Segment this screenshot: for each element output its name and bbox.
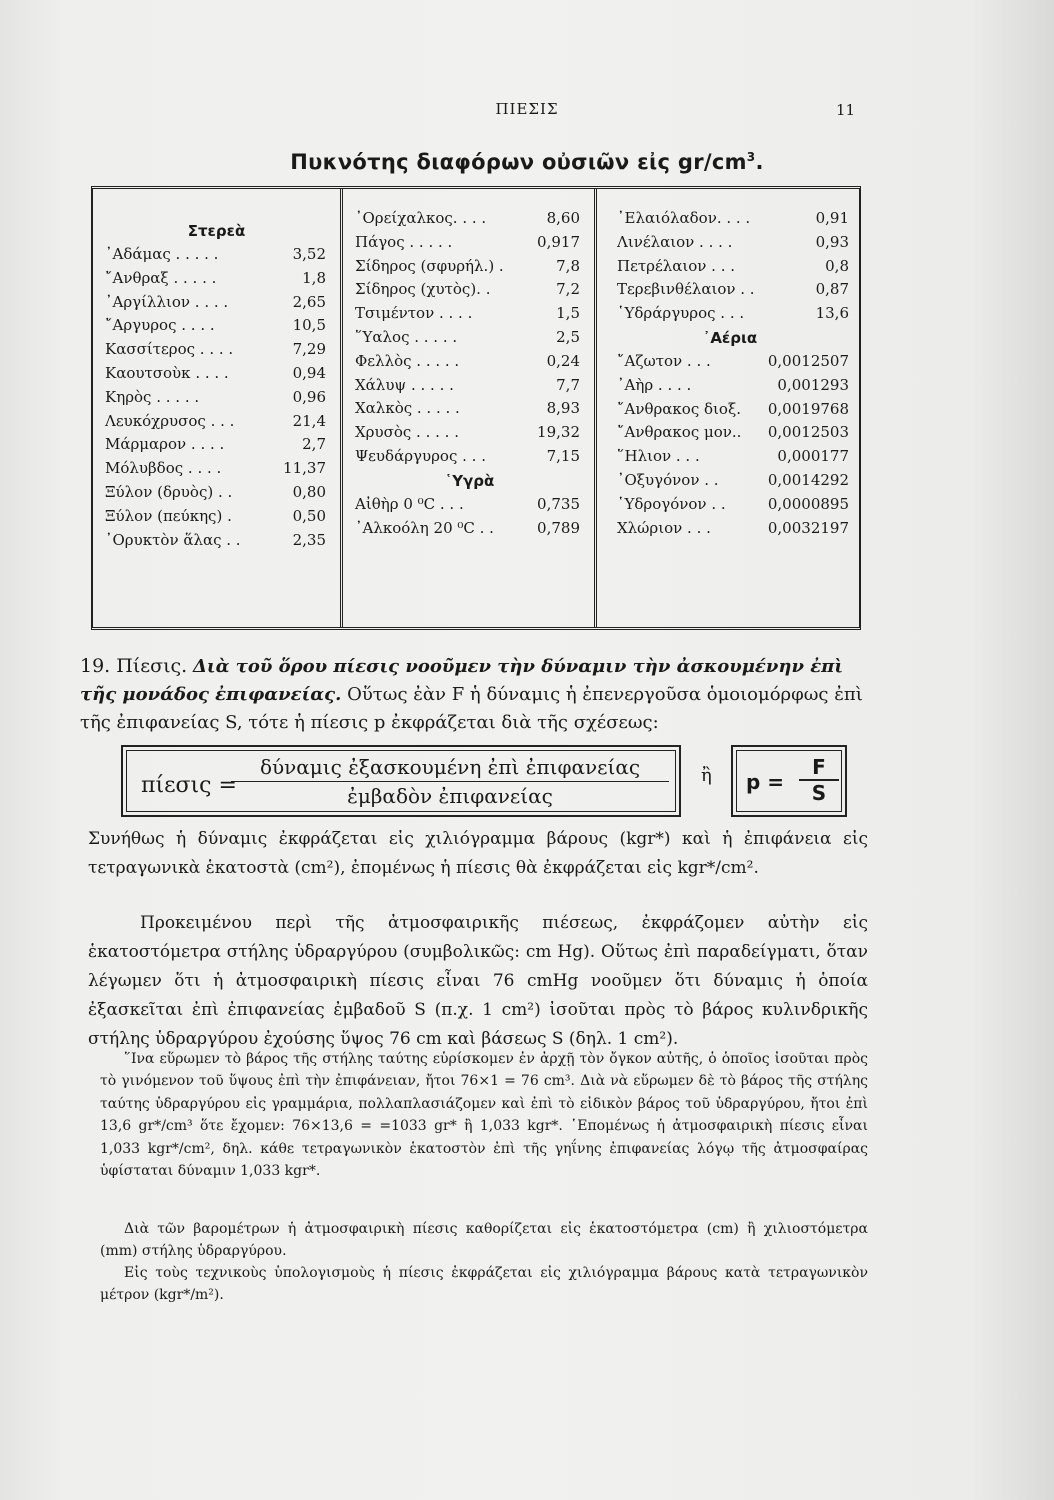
solid-row — [345, 207, 594, 231]
substance-name: Κηρὸς . . . . . — [105, 387, 200, 406]
density-value: 0,789 — [537, 518, 580, 537]
density-value: 7,7 — [556, 375, 580, 394]
solid-row — [93, 505, 340, 529]
density-value: 0,87 — [815, 280, 849, 299]
density-table — [91, 186, 861, 630]
substance-name: ῎Ανθραξ . . . . . — [105, 268, 217, 287]
solid-row — [345, 374, 594, 398]
liquid-row — [599, 278, 861, 302]
substance-name: Χάλυψ . . . . . — [355, 375, 454, 394]
density-value: 0,917 — [537, 232, 580, 251]
formula-box-words — [121, 745, 681, 817]
substance-name: ᾿Αλκοόλη 20 ⁰C . . — [355, 518, 494, 537]
group-heading-gases: ᾿Αέρια — [702, 328, 758, 347]
solid-row — [345, 231, 594, 255]
solid-row — [93, 338, 340, 362]
density-value: 19,32 — [537, 423, 580, 442]
density-value: 13,6 — [815, 304, 849, 323]
density-value: 0,8 — [825, 256, 849, 275]
liquid-row — [345, 493, 594, 517]
gas-row — [599, 445, 861, 469]
running-head: ΠΙΕΣΙΣ — [495, 100, 559, 118]
paragraph-column-weight: ῞Ινα εὕρωμεν τὸ βάρος τῆς στήλης ταύτης εὑρίσκομεν ἐν ἀρχῇ τὸν ὄγκον αὐτῆς, ὁ ὁποῖος ἰσοῦται πρὸς τὸ γινόμενον τοῦ ὕψους ἐπὶ τὴν ἐπιφάνειαν, ἤτοι 76×1 = 76 cm³. Διὰ νὰ εὕρωμεν δὲ τὸ βάρος τῆς στήλης ταύτης ὑδραργύρου εἰς γραμμάρια, πολλαπλασιάζομεν καὶ ἐπὶ τὸ εἰδικὸν βάρος τοῦ ὑδραργύρου, ἤτοι ἐπὶ 13,6 gr*/cm³ ὅτε ἔχομεν: 76×13,6 = =1033 gr* ἢ 1,033 kgr*. ῾Επομένως ἡ ἀτμοσφαιρικὴ πίεσις εἶναι 1,033 kgr*/cm², δηλ. κάθε τετραγωνικὸν ἑκατοστὸν ἐπὶ τῆς γηΐνης ἐπιφανείας λόγῳ τῆς ἀτμοσφαίρας ὑφίσταται δύναμιν 1,033 kgr*. — [100, 1051, 868, 1180]
solid-row — [93, 481, 340, 505]
solid-row — [345, 255, 594, 279]
density-value: 7,8 — [556, 256, 580, 275]
formula-symbol-lhs: p = — [746, 770, 785, 794]
solid-row — [345, 278, 594, 302]
substance-name: ᾿Ορείχαλκος. . . . — [355, 209, 487, 227]
solid-row — [93, 433, 340, 457]
liquid-row — [599, 302, 861, 326]
density-value: 0,24 — [546, 351, 580, 370]
density-value: 2,7 — [302, 435, 326, 454]
density-value: 0,96 — [292, 387, 326, 406]
substance-name: ῾Υδρογόνον . . — [617, 494, 726, 513]
density-value: 1,8 — [302, 268, 326, 287]
formula-or: ἢ — [701, 765, 712, 786]
section-definition: Διὰ τοῦ ὅρου πίεσις νοοῦμεν τὴν δύναμιν τὴν ἀσκουμένην ἐπὶ τῆς μονάδος ἐπιφανείας. — [80, 656, 844, 705]
substance-name: ᾿Οξυγόνον . . — [617, 470, 719, 489]
substance-name: Τσιμέντον . . . . — [355, 304, 473, 323]
formula-denominator: ἐμβαδὸν ἐπιφανείας — [347, 784, 553, 808]
paragraph-units: Συνήθως ἡ δύναμις ἐκφράζεται εἰς χιλιόγραμμα βάρους (kgr*) καὶ ἡ ἐπιφάνεια εἰς τετραγωνικὰ ἑκατοστὰ (cm²), ἐπομένως ἡ πίεσις θὰ ἐκφράζεται εἰς kgr*/cm². — [88, 829, 868, 878]
formula-inner-border-2 — [736, 750, 842, 812]
gas-row — [599, 374, 861, 398]
solid-row — [93, 314, 340, 338]
density-value: 8,93 — [546, 399, 580, 418]
page-number: 11 — [836, 101, 856, 119]
paragraph-technical: Εἰς τοὺς τεχνικοὺς ὑπολογισμοὺς ἡ πίεσις ἐκφράζεται εἰς χιλιόγραμμα βάρους κατὰ τετραγωνικὸν μέτρον (kgr*/m²). — [100, 1265, 868, 1304]
solid-row — [93, 457, 340, 481]
density-value: 0,0012507 — [767, 351, 849, 370]
right-rows — [599, 207, 861, 326]
gas-row — [599, 469, 861, 493]
density-value: 2,65 — [292, 292, 326, 311]
solid-row — [345, 421, 594, 445]
substance-name: Μόλυβδος . . . . — [105, 459, 222, 478]
density-value: 11,37 — [283, 459, 326, 478]
middle-rows — [345, 207, 594, 469]
section-definition-rest: Οὕτως ἐὰν F ἡ δύναμις ἡ ἐπενεργοῦσα ὁμοιομόρφως ἐπὶ τῆς ἐπιφανείας S, τότε ἡ πίεσις p ἐκφράζεται διὰ τῆς σχέσεως: — [80, 684, 863, 733]
substance-name: ᾿Ελαιόλαδον. . . . — [617, 209, 751, 227]
solid-row — [345, 445, 594, 469]
substance-name: ῾Υδράργυρος . . . — [617, 304, 745, 323]
table-column-middle — [345, 189, 597, 627]
solid-row — [345, 326, 594, 350]
density-value: 7,2 — [556, 280, 580, 299]
substance-name: Ξύλον (δρυὸς) . . — [105, 482, 233, 501]
substance-name: Καουτσοὺκ . . . . — [105, 363, 229, 382]
formula-lhs: πίεσις = — [141, 773, 237, 798]
density-value: 10,5 — [292, 316, 326, 335]
liquid-row — [599, 231, 861, 255]
substance-name: Τερεβινθέλαιον . . — [617, 280, 755, 299]
solid-row — [93, 267, 340, 291]
table-column-solids — [93, 189, 343, 627]
density-value: 2,5 — [556, 327, 580, 346]
substance-name: ῎Ανθρακος μον.. — [617, 423, 742, 442]
density-value: 0,0019768 — [767, 399, 849, 418]
density-value: 21,4 — [292, 411, 326, 430]
substance-name: Σίδηρος (χυτὸς). . — [355, 280, 491, 299]
density-value: 0,80 — [292, 482, 326, 501]
table-title — [0, 150, 1054, 174]
substance-name: ῎Αργυρος . . . . — [105, 316, 215, 335]
substance-name: ᾿Αργίλλιον . . . . — [105, 292, 229, 311]
formula-symbol-fraction — [799, 755, 839, 805]
table-title-sup: 3 — [746, 150, 756, 164]
density-value: 1,5 — [556, 304, 580, 323]
substance-name: ῎Αζωτον . . . — [617, 351, 711, 370]
solids-rows — [93, 243, 340, 552]
substance-name: Πάγος . . . . . — [355, 232, 453, 251]
substance-name: ῞Ηλιον . . . — [617, 447, 700, 466]
density-value: 0,0014292 — [767, 470, 849, 489]
gas-row — [599, 398, 861, 422]
formula-fraction — [231, 755, 669, 808]
substance-name: Αἰθὴρ 0 ⁰C . . . — [355, 494, 464, 513]
substance-name: ᾿Αὴρ . . . . — [617, 375, 692, 394]
solid-row — [93, 410, 340, 434]
solid-row — [345, 302, 594, 326]
density-value: 0,001293 — [777, 375, 849, 394]
density-value: 0,91 — [815, 209, 849, 227]
density-value: 0,735 — [537, 494, 580, 513]
section-number: 19. Πίεσις. — [80, 655, 188, 677]
substance-name: Χαλκὸς . . . . . — [355, 399, 460, 418]
formula-inner-border — [126, 750, 676, 812]
density-value: 0,50 — [292, 506, 326, 525]
substance-name: Χλώριον . . . — [617, 518, 711, 537]
solid-row — [93, 362, 340, 386]
substance-name: Πετρέλαιον . . . — [617, 256, 736, 275]
density-value: 8,60 — [546, 209, 580, 227]
substance-name: Μάρμαρον . . . . — [105, 435, 225, 454]
table-title-end: . — [755, 150, 764, 174]
solid-row — [93, 291, 340, 315]
substance-name: Φελλὸς . . . . . — [355, 351, 460, 370]
group-heading-liquids: ῾Υγρὰ — [444, 471, 495, 490]
group-heading-solids: Στερεὰ — [187, 222, 246, 240]
paragraph-barometers: Διὰ τῶν βαρομέτρων ἡ ἀτμοσφαιρικὴ πίεσις καθορίζεται εἰς ἑκατοστόμετρα (cm) ἢ χιλιοστόμετρα (mm) στήλης ὑδραργύρου. — [100, 1221, 868, 1260]
substance-name: Κασσίτερος . . . . — [105, 340, 234, 359]
solid-row — [93, 386, 340, 410]
paragraph-atmospheric: Προκειμένου περὶ τῆς ἀτμοσφαιρικῆς πιέσεως, ἐκφράζομεν αὐτὴν εἰς ἑκατοστόμετρα στήλης ὑδραργύρου (συμβολικῶς: cm Hg). Οὕτως ἐπὶ παραδείγματι, ὅταν λέγωμεν ὅτι ἡ ἀτμοσφαιρικὴ πίεσις εἶναι 76 cmHg νοοῦμεν ὅτι δύναμις ἡ ὁποία ἐξασκεῖται ἐπὶ ἐπιφανείας ἐμβαδοῦ S (π.χ. 1 cm²) ἰσοῦται πρὸς τὸ βάρος κυλινδρικῆς στήλης ὑδραργύρου ἐχούσης ὕψος 76 cm καὶ βάσεως S (δηλ. 1 cm²). — [88, 913, 868, 1049]
substance-name: Λευκόχρυσος . . . — [105, 411, 235, 430]
substance-name: Ξύλον (πεύκης) . — [105, 506, 232, 525]
formula-numerator: δύναμις ἐξασκουμένη ἐπὶ ἐπιφανείας — [231, 755, 669, 782]
solid-row — [93, 243, 340, 267]
liquid-row — [345, 517, 594, 541]
gas-row — [599, 350, 861, 374]
formula-symbol-denominator: S — [811, 781, 827, 805]
gas-row — [599, 493, 861, 517]
density-value: 0,0000895 — [767, 494, 849, 513]
substance-name: ᾿Ορυκτὸν ἅλας . . — [105, 530, 241, 549]
substance-name: Σίδηρος (σφυρήλ.) . — [355, 256, 504, 275]
density-value: 0,0012503 — [767, 423, 849, 442]
liquid-row — [599, 255, 861, 279]
solid-row — [93, 529, 340, 553]
table-column-right — [599, 189, 861, 627]
gas-row — [599, 517, 861, 541]
substance-name: ῞Υαλος . . . . . — [355, 327, 458, 346]
gas-row — [599, 421, 861, 445]
liquid-row — [599, 207, 861, 231]
density-value: 7,29 — [292, 340, 326, 359]
formula-symbol-numerator: F — [799, 755, 839, 781]
substance-name: ᾿Αδάμας . . . . . — [105, 245, 219, 263]
formula-box-symbols — [731, 745, 847, 817]
substance-name: Ψευδάργυρος . . . — [355, 446, 486, 465]
table-title-text: Πυκνότης διαφόρων οὐσιῶν εἰς gr/cm — [290, 150, 747, 174]
density-value: 0,94 — [292, 363, 326, 382]
density-value: 7,15 — [546, 446, 580, 465]
density-value: 2,35 — [292, 530, 326, 549]
liquids-rows — [345, 493, 594, 541]
density-value: 0,0032197 — [767, 518, 849, 537]
substance-name: ῎Ανθρακος διοξ. — [617, 399, 741, 418]
density-value: 0,000177 — [777, 447, 849, 466]
density-value: 3,52 — [292, 245, 326, 263]
substance-name: Λινέλαιον . . . . — [617, 232, 733, 251]
gases-rows — [599, 350, 861, 540]
solid-row — [345, 350, 594, 374]
solid-row — [345, 397, 594, 421]
substance-name: Χρυσὸς . . . . . — [355, 423, 459, 442]
density-value: 0,93 — [815, 232, 849, 251]
section-19 — [80, 652, 880, 737]
